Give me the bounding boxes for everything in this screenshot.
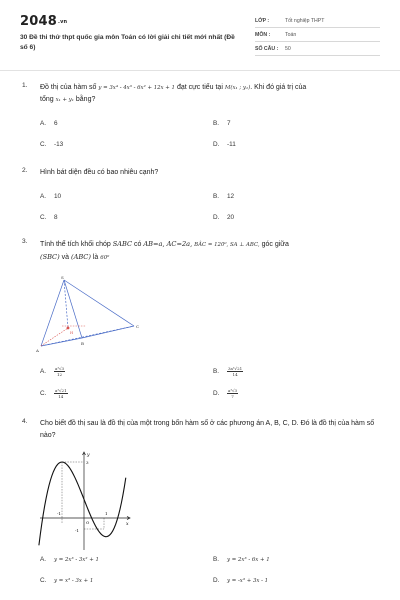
option-label: C. xyxy=(40,577,47,584)
fraction-denominator: 14 xyxy=(58,394,64,399)
question-formula: (SBC) xyxy=(40,253,60,261)
document-title: 30 Đề thi thử thpt quốc gia môn Toán có lời giải chi tiết mới nhất (Đề số 6) xyxy=(20,34,235,51)
option-value: 6 xyxy=(54,120,58,127)
option-label: A. xyxy=(40,120,47,127)
meta-class-value: Tốt nghiệp THPT xyxy=(285,18,325,24)
option-label: D. xyxy=(213,577,220,584)
meta-count-row xyxy=(255,42,380,56)
label-c: C xyxy=(136,324,140,329)
fraction-numerator: a³√3 xyxy=(228,388,238,393)
question-number: 3. xyxy=(22,238,28,245)
label-h: H xyxy=(70,331,74,335)
meta-count-key: SỐ CÂU : xyxy=(255,46,279,52)
question-formula: M(x₁ ; y₁) xyxy=(224,85,251,91)
option-label: B. xyxy=(213,120,220,127)
function-curve xyxy=(39,462,126,545)
logo-text: 2048 xyxy=(20,14,57,29)
question-formula: SABC xyxy=(112,240,133,248)
option-label: D. xyxy=(213,390,220,398)
edge-sc xyxy=(64,280,134,326)
fraction-denominator: 14 xyxy=(232,372,238,377)
option-d[interactable] xyxy=(213,388,238,399)
option-label: D. xyxy=(213,214,220,221)
question-formula: AB=a, AC=2a, xyxy=(143,240,193,248)
question-text-part: tổng xyxy=(40,96,54,103)
option-b[interactable] xyxy=(213,366,243,377)
fraction-denominator: 12 xyxy=(57,372,63,377)
question-formula: BÂC = 120⁰, SA ⊥ ABC, xyxy=(194,242,260,248)
question-text-part: bằng? xyxy=(75,96,96,103)
option-value: y = x³ - 3x + 1 xyxy=(54,578,94,584)
pyramid-figure xyxy=(34,274,146,356)
option-value: y = 2x³ - 6x + 1 xyxy=(227,557,270,563)
question-text: Hình bát diện đều có bao nhiêu cạnh? xyxy=(40,169,159,176)
label-s: S xyxy=(61,275,64,280)
question-text-part: và xyxy=(61,254,70,261)
option-fraction xyxy=(54,388,68,399)
label-y: y xyxy=(87,453,90,458)
option-c[interactable] xyxy=(40,141,63,148)
function-graph xyxy=(38,448,138,552)
option-c[interactable] xyxy=(40,214,58,221)
option-fraction xyxy=(227,366,243,377)
option-label: A. xyxy=(40,556,47,563)
option-b[interactable] xyxy=(213,120,231,127)
question-formula: x₁ + y₁ xyxy=(55,97,74,103)
option-value: 12 xyxy=(227,193,235,200)
label-a: A xyxy=(36,348,39,353)
option-b[interactable] xyxy=(213,193,234,200)
meta-subject-value: Toán xyxy=(285,32,297,38)
option-value: 7 xyxy=(227,120,231,127)
question-text-part: Tính thể tích khối chóp xyxy=(40,241,111,248)
edge-ac xyxy=(41,326,134,346)
option-fraction xyxy=(54,366,65,377)
label-x-1: 1 xyxy=(105,511,108,516)
label-y-neg1: -1 xyxy=(75,528,79,533)
option-a[interactable] xyxy=(40,556,99,563)
question-number: 1. xyxy=(22,82,28,89)
pyramid-edges xyxy=(41,280,134,346)
option-value: 10 xyxy=(54,193,62,200)
option-a[interactable] xyxy=(40,366,65,377)
option-label: A. xyxy=(40,193,47,200)
meta-subject-row xyxy=(255,28,380,42)
meta-count-value: 50 xyxy=(285,46,291,52)
question-text xyxy=(40,238,385,264)
site-logo[interactable] xyxy=(20,14,67,29)
fraction-numerator: 3a³√21 xyxy=(228,366,243,371)
question-text: Cho biết đồ thị sau là đồ thị của một trong bốn hàm số ở các phương án A, B, C, D. Đó là đồ thị của hàm số nào? xyxy=(40,420,375,439)
label-origin: O xyxy=(86,520,90,525)
question-text-part: góc giữa xyxy=(261,241,289,248)
question-number: 2. xyxy=(22,167,28,174)
option-label: C. xyxy=(40,141,47,148)
point-h xyxy=(67,327,70,330)
document-header xyxy=(0,0,400,64)
option-c[interactable] xyxy=(40,388,68,399)
edge-sa xyxy=(41,280,64,346)
question-text-part: . Khi đó giá trị của xyxy=(250,84,307,91)
option-value: 8 xyxy=(54,214,58,221)
option-label: C. xyxy=(40,390,47,398)
label-b: B xyxy=(81,341,84,346)
option-value: y = -x³ + 3x - 1 xyxy=(227,578,269,584)
option-c[interactable] xyxy=(40,577,93,584)
meta-class-row xyxy=(255,14,380,28)
header-divider xyxy=(0,70,400,71)
fraction-numerator: a³√3 xyxy=(55,366,65,371)
edge-ab xyxy=(41,338,82,346)
question-text-part: Đồ thị của hàm số xyxy=(40,84,97,91)
option-value: 20 xyxy=(227,214,235,221)
fraction-numerator: a³√21 xyxy=(55,388,67,393)
option-label: B. xyxy=(213,556,220,563)
meta-subject-key: MÔN : xyxy=(255,32,271,38)
option-label: A. xyxy=(40,368,47,376)
option-d[interactable] xyxy=(213,577,268,584)
option-d[interactable] xyxy=(213,141,236,148)
meta-class-key: LỚP : xyxy=(255,18,270,24)
option-value: -13 xyxy=(54,141,64,148)
question-text-part: đạt cực tiểu tại xyxy=(176,84,223,91)
question-text-part: có xyxy=(134,241,142,248)
question-text-part: là xyxy=(92,254,99,261)
option-label: B. xyxy=(213,193,220,200)
label-y-3: 3 xyxy=(86,460,89,465)
logo-suffix: .vn xyxy=(57,18,68,25)
fraction-denominator: 7 xyxy=(231,394,234,399)
option-fraction xyxy=(227,388,238,399)
option-a[interactable] xyxy=(40,193,61,200)
option-label: B. xyxy=(213,368,220,376)
option-d[interactable] xyxy=(213,214,234,221)
option-value: -11 xyxy=(227,141,236,148)
option-b[interactable] xyxy=(213,556,270,563)
label-x: x xyxy=(126,522,129,527)
question-number: 4. xyxy=(22,418,28,425)
option-label: C. xyxy=(40,214,47,221)
question-formula: 60⁰ xyxy=(100,255,110,261)
option-label: D. xyxy=(213,141,220,148)
edge-bc xyxy=(82,326,134,338)
question-formula: (ABC) xyxy=(71,253,91,261)
question-formula: y = 3x⁴ - 4x³ - 6x² + 12x + 1 xyxy=(98,85,175,91)
option-a[interactable] xyxy=(40,120,58,127)
question-text xyxy=(40,82,385,106)
option-value: y = 2x³ - 3x² + 1 xyxy=(54,557,99,563)
label-x-neg1: -1 xyxy=(57,511,61,516)
